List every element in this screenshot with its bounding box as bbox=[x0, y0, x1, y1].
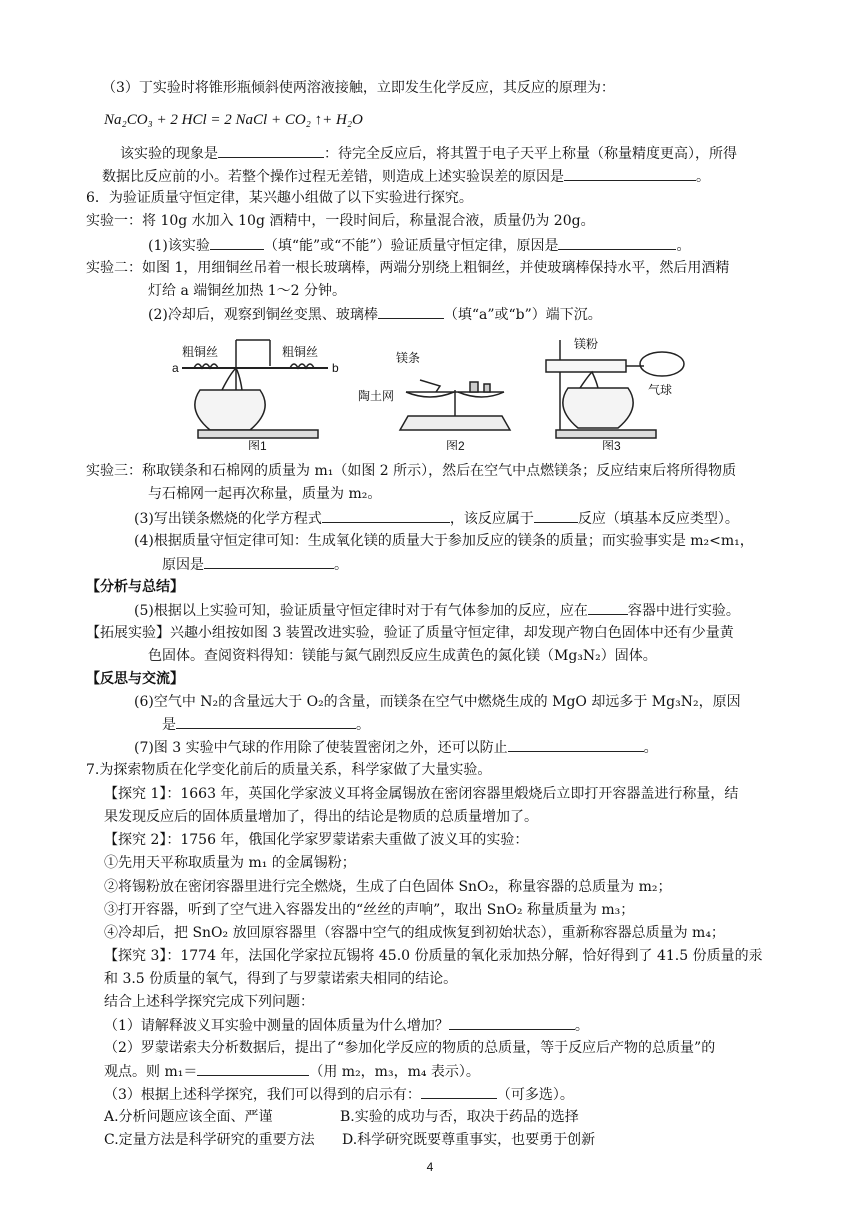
q7-q2-b: 观点。则 m₁＝ （用 m₂，m₃，m₄ 表示）。 bbox=[104, 1061, 480, 1082]
experiment-figures bbox=[170, 330, 690, 450]
answer-blank[interactable] bbox=[378, 304, 444, 319]
q7-step4: ④冷却后，把 SnO₂ 放回原容器里（容器中空气的组成恢复到初始状态），重新称容器总质量为 m₄； bbox=[104, 925, 725, 941]
q7-q2-a: （2）罗蒙诺索夫分析数据后，提出了“参加化学反应的物质的总质量，等于反应后产物的总质量”的 bbox=[104, 1040, 716, 1056]
q6-p6-a: (6)空气中 N₂的含量远大于 O₂的含量，而镁条在空气中燃烧生成的 MgO 却远多于 Mg₃N₂，原因 bbox=[134, 694, 741, 710]
q6-title: 6．为验证质量守恒定律，某兴趣小组做了以下实验进行探究。 bbox=[86, 190, 473, 206]
q5-3-line1: 该实验的现象是 ：待完全反应后，将其置于电子天平上称量（称量精度更高），所得 bbox=[120, 143, 737, 164]
q6-ext-b: 色固体。查阅资料得知：镁能与氮气剧烈反应生成黄色的氮化镁（Mg₃N₂）固体。 bbox=[148, 648, 657, 664]
q7-step1: ①先用天平称取质量为 m₁ 的金属锡粉； bbox=[104, 855, 356, 871]
answer-blank[interactable] bbox=[558, 235, 676, 250]
q6-p3: (3)写出镁条燃烧的化学方程式 ，该反应属于 反应（填基本反应类型）。 bbox=[134, 508, 739, 529]
answer-blank[interactable] bbox=[218, 143, 324, 158]
label-balloon: 气球 bbox=[648, 383, 673, 397]
analysis-heading: 【分析与总结】 bbox=[86, 579, 184, 595]
q6-ext-a: 【拓展实验】兴趣小组按如图 3 装置改进实验，验证了质量守恒定律，却发现产物白色固体中还有少量黄 bbox=[86, 625, 734, 641]
q7-e1-a: 【探究 1】：1663 年，英国化学家波义耳将金属锡放在密闭容器里煅烧后立即打开容器盖进行称量，结 bbox=[104, 786, 739, 802]
option-d[interactable]: D.科学研究既要尊重事实，也要勇于创新 bbox=[342, 1132, 596, 1148]
caption-fig1: 图1 bbox=[248, 439, 267, 450]
q7-e2: 【探究 2】：1756 年，俄国化学家罗蒙诺索夫重做了波义耳的实验： bbox=[104, 832, 529, 848]
q6-p5: (5)根据以上实验可知，验证质量守恒定律时对于有气体参加的反应，应在 容器中进行实验。 bbox=[134, 600, 740, 621]
answer-blank[interactable] bbox=[588, 600, 628, 615]
reflect-heading: 【反思与交流】 bbox=[86, 671, 184, 687]
caption-fig2: 图2 bbox=[446, 439, 465, 450]
q6-p7: (7)图 3 实验中气球的作用除了使装置密闭之外，还可以防止 。 bbox=[134, 737, 658, 758]
answer-blank[interactable] bbox=[421, 1084, 497, 1099]
caption-fig3: 图3 bbox=[602, 439, 621, 450]
label-end-a: a bbox=[172, 361, 179, 375]
option-a[interactable]: A.分析问题应该全面、严谨 bbox=[104, 1109, 273, 1125]
answer-blank[interactable] bbox=[508, 737, 644, 752]
q7-title: 7.为探索物质在化学变化前后的质量关系，科学家做了大量实验。 bbox=[86, 762, 492, 778]
q7-e3-b: 和 3.5 份质量的氧气，得到了与罗蒙诺索夫相同的结论。 bbox=[104, 971, 458, 987]
q6-exp2-b: 灯给 a 端铜丝加热 1～2 分钟。 bbox=[148, 283, 346, 299]
q6-p4-a: (4)根据质量守恒定律可知：生成氧化镁的质量大于参加反应的镁条的质量；而实验事实是 m₂<m₁， bbox=[134, 533, 754, 549]
answer-blank[interactable] bbox=[564, 166, 696, 181]
q7-step3: ③打开容器，听到了空气进入容器发出的“丝丝的声响”，取出 SnO₂ 称量质量为 m₃； bbox=[104, 902, 635, 918]
label-mg-strip: 镁条 bbox=[396, 351, 421, 365]
q5-3-intro: （3）丁实验时将锥形瓶倾斜使两溶液接触，立即发生化学反应，其反应的原理为： bbox=[102, 80, 615, 96]
option-c[interactable]: C.定量方法是科学研究的重要方法 bbox=[104, 1132, 315, 1148]
label-thick-wire-left: 粗铜丝 bbox=[182, 345, 219, 359]
answer-blank[interactable] bbox=[197, 1061, 309, 1076]
answer-blank[interactable] bbox=[176, 714, 356, 729]
q7-q3: （3）根据上述科学探究，我们可以得到的启示有： （可多选）。 bbox=[104, 1084, 574, 1105]
q6-exp2-a: 实验二：如图 1，用细铜丝吊着一根长玻璃棒，两端分别绕上粗铜丝，并使玻璃棒保持水平，然后用酒精 bbox=[86, 260, 730, 276]
q6-exp1: 实验一：将 10g 水加入 10g 酒精中，一段时间后，称量混合液，质量仍为 20g。 bbox=[86, 213, 595, 229]
q7-e1-b: 果发现反应后的固体质量增加了，得出的结论是物质的总质量增加了。 bbox=[104, 809, 538, 825]
label-mg-powder: 镁粉 bbox=[574, 337, 599, 351]
answer-blank[interactable] bbox=[210, 235, 264, 250]
label-thick-wire-right: 粗铜丝 bbox=[282, 345, 319, 359]
chemical-equation: Na₂CO₃ + 2 HCl = 2 NaCl + CO₂ ↑+ H₂O bbox=[104, 112, 363, 128]
q5-3-line2: 数据比反应前的小。若整个操作过程无差错，则造成上述实验误差的原因是 。 bbox=[102, 166, 710, 187]
label-asbestos: 陶土网 bbox=[358, 389, 395, 403]
q6-exp3-b: 与石棉网一起再次称量，质量为 m₂。 bbox=[148, 486, 382, 502]
option-b[interactable]: B.实验的成功与否，取决于药品的选择 bbox=[340, 1109, 579, 1125]
q7-q1: （1）请解释波义耳实验中测量的固体质量为什么增加？ 。 bbox=[104, 1015, 589, 1036]
q6-exp3-a: 实验三：称取镁条和石棉网的质量为 m₁（如图 2 所示），然后在空气中点燃镁条；反应结束后将所得物质 bbox=[86, 463, 737, 479]
figure-2-balance bbox=[400, 380, 510, 430]
answer-blank[interactable] bbox=[204, 554, 334, 569]
label-end-b: b bbox=[332, 361, 339, 375]
answer-blank[interactable] bbox=[449, 1015, 575, 1030]
answer-blank[interactable] bbox=[534, 508, 578, 523]
q7-prompt: 结合上述科学探究完成下列问题： bbox=[104, 994, 314, 1010]
answer-blank[interactable] bbox=[322, 508, 450, 523]
q7-step2: ②将锡粉放在密闭容器里进行完全燃烧，生成了白色固体 SnO₂，称量容器的总质量为 m₂； bbox=[104, 879, 672, 895]
q6-p6-b: 是 。 bbox=[162, 714, 370, 735]
q7-e3-a: 【探究 3】：1774 年，法国化学家拉瓦锡将 45.0 份质量的氧化汞加热分解，恰好得到了 41.5 份质量的汞 bbox=[104, 948, 763, 964]
q6-p1: (1)该实验 （填“能”或“不能”）验证质量守恒定律，原因是 。 bbox=[148, 235, 690, 256]
q6-p2: (2)冷却后，观察到铜丝变黑、玻璃棒 （填“a”或“b”）端下沉。 bbox=[148, 304, 602, 325]
q6-p4-b: 原因是 。 bbox=[162, 554, 348, 575]
page-number: 4 bbox=[426, 1160, 434, 1174]
